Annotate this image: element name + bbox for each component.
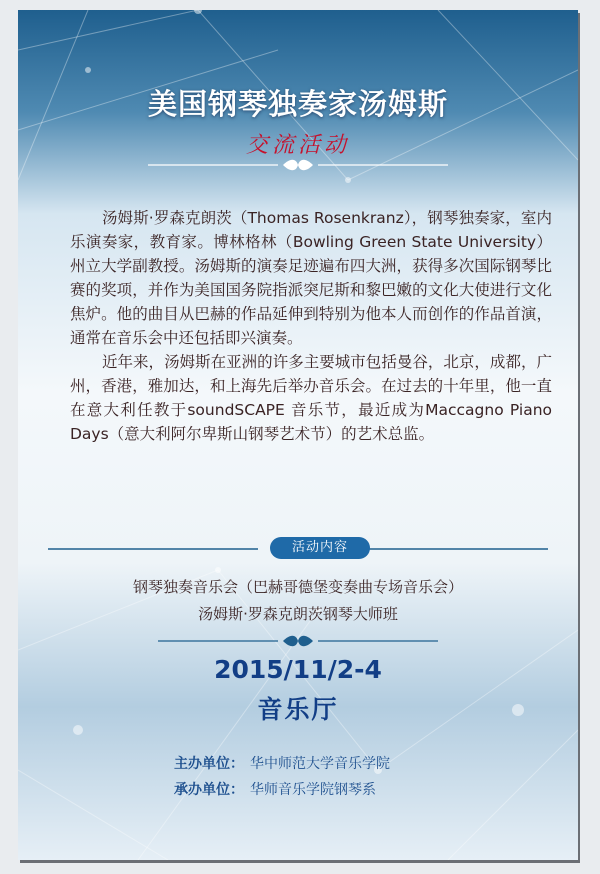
poster-subtitle: 交流活动 [245,133,350,158]
organizer-row [174,753,390,773]
event-venue: 音乐厅 [257,695,339,724]
activity-item: 汤姆斯·罗森克朗茨钢琴大师班 [198,605,398,623]
poster [18,10,578,860]
co-organizer-label: 承办单位： [174,782,244,798]
intro-paragraph-2: 近年来，汤姆斯在亚洲的许多主要城市包括曼谷，北京，成都，广州，香港，雅加达，和上海先后举办音乐会。在过去的十年里，他一直在意大利任教于soundSCAPE 音乐节，最近成为Maccagno Piano Days（意大利阿尔卑斯山钢琴艺术节）的艺术总监。 [70,353,552,443]
activities-badge: 活动内容 [270,537,370,559]
title-ornament-divider [148,158,448,172]
activity-item: 钢琴独奏音乐会（巴赫哥德堡变奏曲专场音乐会） [132,578,463,596]
poster-title: 美国钢琴独奏家汤姆斯 [147,87,448,121]
intro-text [70,206,552,446]
date-ornament-divider [158,634,438,648]
co-organizer-row [174,779,376,799]
co-organizer-value: 华师音乐学院钢琴系 [250,782,376,798]
organizer-value: 华中师范大学音乐学院 [250,756,390,772]
organizer-label: 主办单位： [174,756,244,772]
intro-paragraph-1: 汤姆斯·罗森克朗茨（Thomas Rosenkranz），钢琴独奏家，室内乐演奏家，教育家。博林格林（Bowling Green State University）州立大学副教授。汤姆斯的演奏足迹遍布四大洲，获得多次国际钢琴比赛的奖项，并作为美国国务院指派突尼斯和黎巴嫩的文化大使进行文化焦炉。他的曲目从巴赫的作品延伸到特别为他本人而创作的作品首演，通常在音乐会中还包括即兴演奏。 [70,209,552,347]
event-date: 2015/11/2-4 [214,655,382,684]
